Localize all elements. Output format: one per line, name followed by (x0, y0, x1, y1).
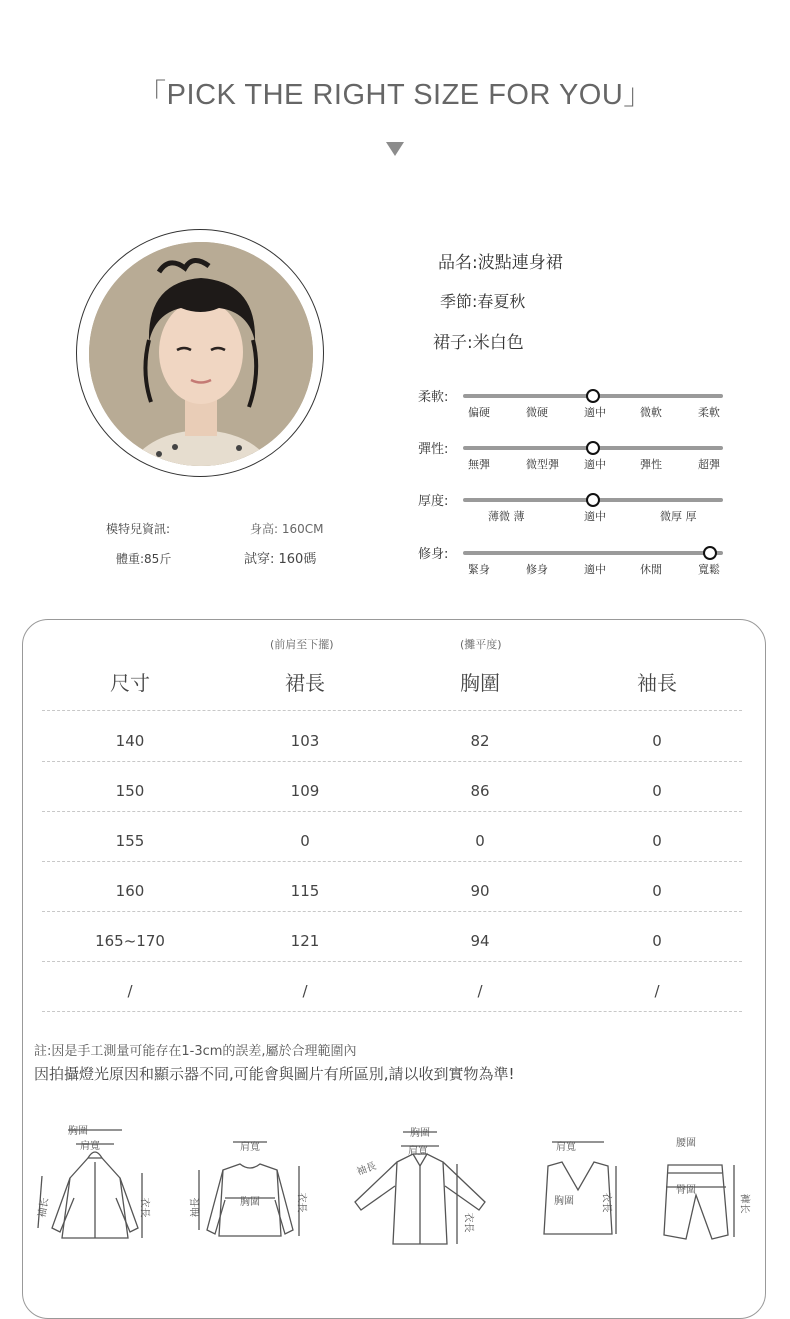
product-season: 季節:春夏秋 (440, 292, 526, 311)
hoodie-shoulder: 肩寬 (80, 1141, 100, 1152)
table-cell: 165~170 (95, 932, 165, 950)
table-divider (42, 710, 742, 711)
model-weight: 體重:85斤 (116, 552, 172, 566)
vest-length: 衣長 (600, 1192, 612, 1213)
attribute-tick-label: 適中 (584, 563, 606, 576)
table-cell: 82 (470, 732, 490, 750)
attribute-tick-label: 無彈 (468, 458, 490, 471)
table-cell: 155 (115, 832, 145, 850)
length-note: (前肩至下擺) (270, 638, 334, 651)
pants-hip: 臀圍 (676, 1185, 696, 1196)
attribute-tick-label: 柔軟 (698, 406, 720, 419)
color-note: 因拍攝燈光原因和顯示器不同,可能會與圖片有所區別,請以收到實物為準! (34, 1065, 515, 1083)
attribute-knob (586, 389, 600, 403)
model-avatar (89, 242, 313, 466)
attribute-tick-label: 超彈 (698, 458, 720, 471)
sweater-length: 衣長 (295, 1192, 307, 1213)
table-header: 胸圍 (460, 671, 500, 695)
sweater-shoulder: 肩寬 (240, 1142, 260, 1153)
table-divider (42, 911, 742, 912)
hoodie-chest: 胸圍 (68, 1126, 88, 1137)
measure-note: 註:因是手工測量可能存在1-3cm的誤差,屬於合理範圍內 (34, 1044, 357, 1059)
table-cell: / (477, 982, 483, 1000)
vest-chest: 胸圍 (554, 1196, 574, 1207)
table-cell: 121 (290, 932, 320, 950)
pants-diagram (650, 1125, 760, 1255)
model-tried-size: 試穿: 160碼 (244, 552, 317, 567)
shirt-length: 衣長 (462, 1212, 474, 1233)
attribute-label: 厚度: (418, 494, 449, 509)
table-header: 袖長 (637, 671, 677, 695)
vest-diagram (528, 1130, 628, 1250)
shirt-chest: 胸圍 (410, 1128, 430, 1139)
table-cell: 160 (115, 882, 145, 900)
table-cell: 0 (652, 882, 662, 900)
hoodie-length: 衣長 (138, 1197, 150, 1218)
attribute-tick-label: 適中 (584, 510, 606, 523)
page-title: 「PICK THE RIGHT SIZE FOR YOU」 (137, 79, 653, 111)
sweater-sleeve: 袖長 (190, 1197, 202, 1218)
attribute-label: 彈性: (418, 442, 449, 457)
table-cell: 0 (652, 932, 662, 950)
table-cell: 90 (470, 882, 490, 900)
hoodie-sleeve: 袖长 (36, 1197, 52, 1219)
shirt-shoulder: 肩寬 (408, 1146, 428, 1157)
pants-length: 褲长 (738, 1193, 750, 1214)
table-cell: 140 (115, 732, 145, 750)
table-cell: 103 (290, 732, 320, 750)
table-divider (42, 1011, 742, 1012)
down-arrow-icon (386, 142, 404, 156)
table-divider (42, 811, 742, 812)
attribute-tick-label: 適中 (584, 406, 606, 419)
table-header: 尺寸 (110, 671, 150, 695)
shirt-sleeve: 袖長 (355, 1160, 378, 1178)
table-cell: 0 (300, 832, 310, 850)
attribute-track (463, 551, 723, 555)
table-cell: 0 (652, 732, 662, 750)
model-height: 身高: 160CM (250, 522, 324, 536)
attribute-tick-label: 偏硬 (468, 406, 490, 419)
attribute-knob (586, 441, 600, 455)
attribute-tick-label: 適中 (584, 458, 606, 471)
product-skirt-color: 裙子:米白色 (433, 333, 524, 353)
attribute-knob (586, 493, 600, 507)
table-cell: 150 (115, 782, 145, 800)
attribute-tick-label: 微硬 (526, 406, 548, 419)
table-cell: / (654, 982, 660, 1000)
table-divider (42, 761, 742, 762)
pants-waist: 腰圍 (676, 1138, 696, 1149)
table-cell: 115 (290, 882, 320, 900)
attribute-tick-label: 微軟 (640, 406, 662, 419)
product-name: 品名:波點連身裙 (438, 253, 563, 273)
attribute-label: 柔軟: (418, 390, 449, 405)
attribute-tick-label: 微厚 厚 (660, 510, 697, 523)
attribute-tick-label: 修身 (526, 563, 548, 576)
attribute-knob (703, 546, 717, 560)
table-cell: 0 (475, 832, 485, 850)
attribute-tick-label: 寬鬆 (698, 563, 720, 576)
table-cell: 94 (470, 932, 490, 950)
shirt-diagram (345, 1120, 495, 1255)
chest-note: (攤平度) (460, 638, 502, 651)
attribute-tick-label: 緊身 (468, 563, 490, 576)
table-divider (42, 961, 742, 962)
table-divider (42, 861, 742, 862)
table-cell: 109 (290, 782, 320, 800)
table-cell: 0 (652, 832, 662, 850)
vest-shoulder: 肩寬 (556, 1142, 576, 1153)
sweater-chest: 胸圍 (240, 1197, 260, 1208)
attribute-tick-label: 休閒 (640, 563, 662, 576)
attribute-tick-label: 微型彈 (526, 458, 559, 471)
attribute-tick-label: 彈性 (640, 458, 662, 471)
attribute-label: 修身: (418, 547, 449, 562)
model-info-label: 模特兒資訊: (106, 522, 171, 536)
table-cell: / (302, 982, 308, 1000)
table-cell: 0 (652, 782, 662, 800)
table-cell: / (127, 982, 133, 1000)
attribute-tick-label: 薄微 薄 (488, 510, 525, 523)
table-cell: 86 (470, 782, 490, 800)
table-header: 裙長 (285, 671, 325, 695)
